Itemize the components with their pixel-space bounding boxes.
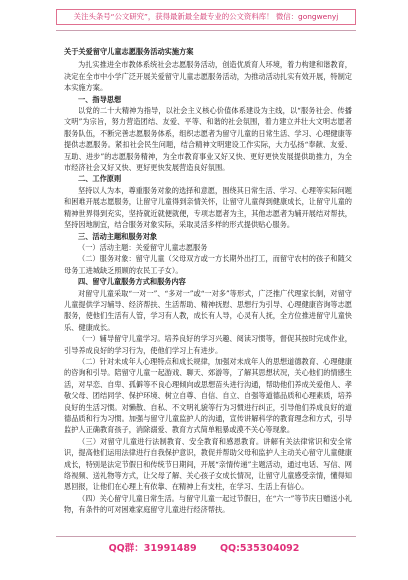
footer-rule xyxy=(56,536,356,537)
paragraph: 为扎实推进全市教体系统社会志愿服务活动，创造优质育人环境，着力构建和谐教育，决定在全市中小学广泛开展关爱留守儿童志愿服务活动，为推动活动扎实有效开展，特制定本实施方案。 xyxy=(64,60,352,93)
paragraph: （三）对留守儿童进行法制教育、安全教育和感恩教育。讲解有关法律常识和安全常识，提高他们运用法律进行自我保护意识，教促并帮助父母和监护人主动关心留守儿童健康成长，特别是法定节假日和传统节日期间，开展“亲情传递”主题活动，通过电话、写信、网络视频、送礼物等方式，让父母了解、关心孩子女成长情况，让留守儿童感受亲情，懂得知恩回报，让他们在心理上有依靠、在精神上有支柱，在学习、生活上有信心。 xyxy=(64,436,352,492)
document-title: 关于关爱留守儿童志愿服务活动实施方案 xyxy=(64,47,194,56)
paragraph: （一）活动主题：关爱留守儿童志愿服务 xyxy=(78,242,208,252)
paragraph: （一）辅导留守儿童学习。培养良好的学习兴趣、阅读习惯等，督促其按时完成作业，引导养成良好的学习行为，使他们学习上有进步。 xyxy=(64,334,352,355)
document-body xyxy=(64,46,352,516)
paragraph: （二）服务对象：留守儿童（父母双方或一方长期外出打工，而留守农村的孩子和随父母务工进城缺乏照顾的农民工子女）。 xyxy=(64,254,352,275)
section-heading: 一、指导思想 xyxy=(78,94,122,104)
section-heading: 三、活动主题和服务对象 xyxy=(78,231,158,241)
qq-text: QQ:535304092 xyxy=(219,543,300,554)
paragraph: 对留守儿童采取“一对一”、“多对一”或“一对多”等形式，广泛推广代理家长制，对留守儿童提供学习辅导、经济帮扶、生活帮助、精神抚慰、思想行为引导、心理健康咨询等志愿服务，使他们生活有人管，学习有人教，成长有人导，心灵有人抚，全方位推进留守儿童快乐、健康成长。 xyxy=(64,288,352,332)
section-heading: 四、留守儿童服务方式和服务内容 xyxy=(78,277,186,287)
paragraph: （四）关心留守儿童日常生活。与留守儿童一起过节假日，在“六一”等节庆日赠送小礼物，有条件的可对困难家庭留守儿童进行经济帮扶。 xyxy=(64,493,352,515)
promo-banner: 关注头条号“公文研究”，获得最新最全最专业的公文资料库！ 微信：gongwenyj xyxy=(56,9,356,25)
qq-group-text: QQ群：31991489 xyxy=(108,543,197,554)
section-heading: 二、工作原则 xyxy=(78,174,122,184)
footer-contact xyxy=(0,542,408,556)
paragraph: 坚持以人为本，尊重服务对象的选择和意愿，围绕其日常生活、学习、心理等实际问题和困难开展志愿服务，让留守儿童得到亲情关怀，让留守儿童得到健康成长，让留守儿童的精神世界得到充实，坚持就近就便就便，专项志愿者为主，其他志愿者为辅开展结对帮扶，坚持因地制宜，结合服务对象实际，采取灵活多样的形式提供贴心服务。 xyxy=(64,185,352,230)
header-rule xyxy=(56,30,356,31)
paragraph: 以党的二十大精神为指导，以社会主义核心价值体系建设为主线，以“服务社会、传播文明”为宗旨，努力营造团结、友爱、平等、和谐的社会氛围，着力建立并壮大文明志愿者服务队伍，不断完善志愿服务体系，组织志愿者为留守儿童的日常生活、学习、心理健康等提供志愿服务。紧扣社会民生问题，结合精神文明建设工作实际，大力弘扬“奉献、友爱、互助、进步”的志愿服务精神，为全市教育事业又好又快、更好更快发展提供助推力，为全市经济社会又好又快、更好更快发展营造良好氛围。 xyxy=(64,106,352,173)
paragraph: （二）针对未成年人心理特点和成长规律，加强对未成年人的思想道德教育、心理健康的咨询和引导。陪留守儿童一起游戏、聊天、郊游等，了解其思想状况，关心他们的情感生活，对早恋、自卑、孤僻等不良心理倾向或思想苗头进行沟通，帮助他们养成关爱他人、孝敬父母、团结同学、保护环境、树立自尊、自信、自立、自强等道德品质和心理素质，培养良好的生活习惯。对懒散、自私、不文明礼貌等行为习惯进行纠正，引导他们养成良好的道德品质和行为习惯。加强与留守儿童监护人的沟通，宣传讲解科学的教育理念和方式，引导监护人正确教育孩子，消除溺爱、教育方式简单粗暴或漠不关心等现象。 xyxy=(64,356,352,435)
